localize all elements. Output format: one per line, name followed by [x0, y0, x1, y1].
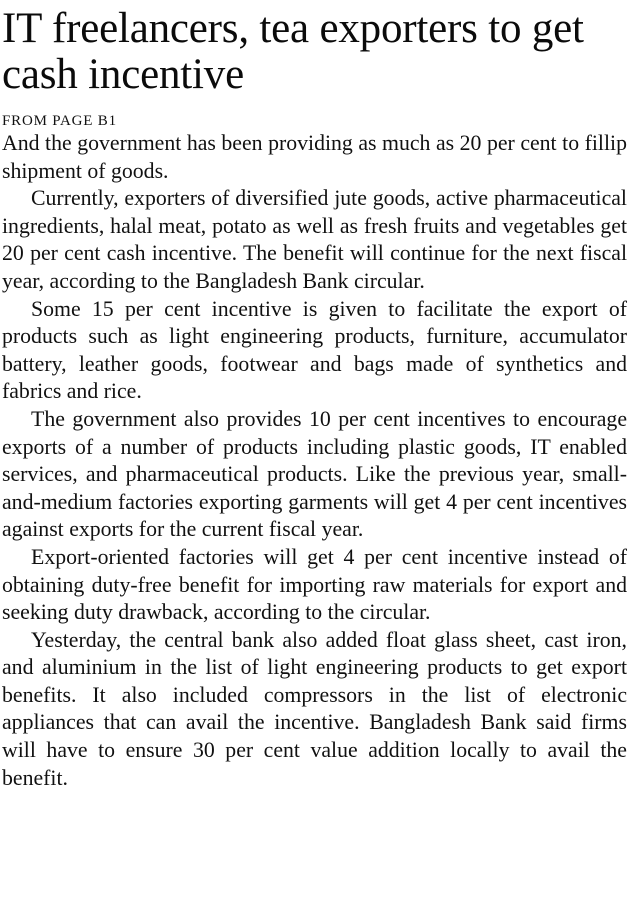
jump-line: FROM PAGE B1 [2, 113, 117, 129]
body-paragraph: Export-oriented factories will get 4 per cent incentive instead of obtaining duty-free benefit for importing raw materials for export and seeking duty drawback, according to the circular. [2, 544, 627, 625]
article-headline: IT freelancers, tea exporters to get cash incentive [2, 5, 584, 98]
body-paragraph: The government also provides 10 per cent incentives to encourage exports of a number of products including plastic goods, IT enabled services, and pharmaceutical products. Like the previous year, small-and-medium factories exporting garments will get 4 per cent incentives against exports for the current fiscal year. [2, 406, 627, 542]
body-paragraph: Currently, exporters of diversified jute goods, active pharmaceutical ingredients, halal meat, potato as well as fresh fruits and vegetables get 20 per cent cash incentive. The benefit will continue for the next fiscal year, according to the Bangladesh Bank circular. [2, 186, 627, 293]
body-paragraph: Some 15 per cent incentive is given to facilitate the export of products such as light engineering products, furniture, accumulator battery, leather goods, footwear and bags made of synthetics and fabrics and rice. [2, 296, 627, 404]
body-paragraph: Yesterday, the central bank also added float glass sheet, cast iron, and aluminium in the list of light engineering products to get export benefits. It also included compressors in the list of electronic appliances that can avail the incentive. Bangladesh Bank said firms will have to ensure 30 per cent value addition locally to avail the benefit. [2, 627, 627, 790]
article-body [2, 130, 629, 792]
body-paragraph: And the government has been providing as much as 20 per cent to fillip shipment of goods. [2, 131, 627, 183]
